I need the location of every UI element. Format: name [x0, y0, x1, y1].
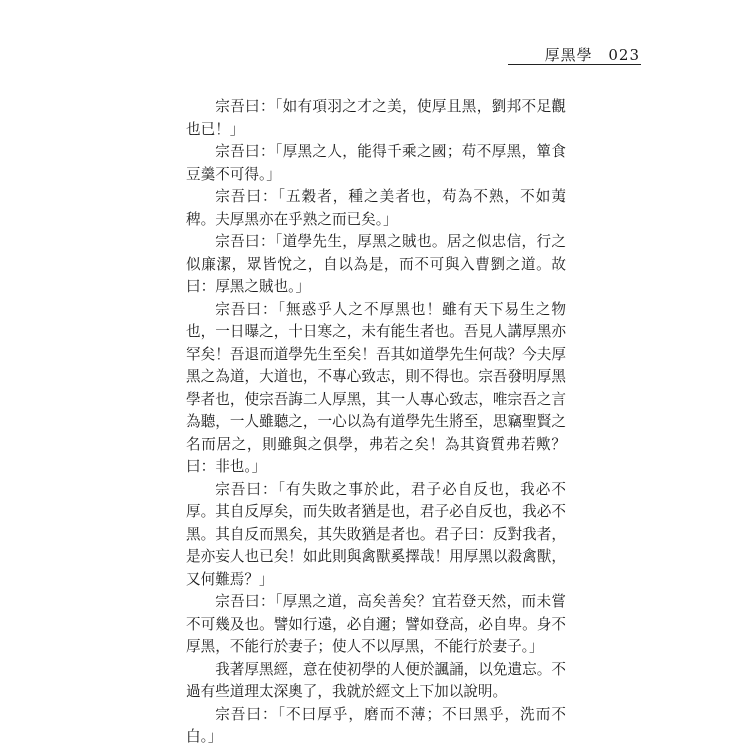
paragraph: 宗吾曰：「不曰厚乎，磨而不薄；不曰黑乎，洗而不白。」	[186, 705, 566, 745]
paragraph: 宗吾曰：「如有項羽之才之美，使厚且黑，劉邦不足觀也已！」	[186, 98, 566, 138]
paragraph: 宗吾曰：「厚黑之人，能得千乘之國；苟不厚黑，簞食豆羹不可得。」	[186, 143, 566, 183]
paragraph: 宗吾曰：「道學先生，厚黑之賊也。居之似忠信，行之似廉潔，眾皆悅之，自以為是，而不可與入曹劉之道。故曰：厚黑之賊也。」	[186, 233, 566, 295]
paragraph: 宗吾曰：「五穀者，種之美者也，苟為不熟，不如荑稗。夫厚黑亦在乎熟之而已矣。」	[186, 188, 566, 228]
paragraph: 宗吾曰：「無惑乎人之不厚黑也！雖有天下易生之物也，一日曝之，十日寒之，未有能生者也。吾見人講厚黑亦罕矣！吾退而道學先生至矣！吾其如道學先生何哉？今夫厚黑之為道，大道也，不專心致志，則不得也。宗吾發明厚黑學者也，使宗吾誨二人厚黑，其一人專心致志，唯宗吾之言為聽，一人雖聽之，一心以為有道學先生將至，思竊聖賢之名而居之，則雖與之俱學，弗若之矣！為其資質弗若歟？曰：非也。」	[186, 300, 566, 475]
running-header	[545, 44, 640, 65]
page-number: 023	[608, 46, 640, 64]
paragraph: 宗吾曰：「有失敗之事於此，君子必自反也，我必不厚。其自反厚矣，而失敗者猶是也，君子必自反也，我必不黑。其自反而黑矣，其失敗猶是者也。君子曰：反對我者，是亦妄人也已矣！如此則與禽獸奚擇哉！用厚黑以殺禽獸，又何難焉？」	[186, 480, 566, 588]
paragraph: 我著厚黑經，意在使初學的人便於諷誦，以免遺忘。不過有些道理太深奧了，我就於經文上下加以說明。	[186, 660, 566, 700]
paragraph: 宗吾曰：「厚黑之道，高矣善矣？宜若登天然，而未嘗不可幾及也。譬如行遠，必自邇；譬如登高，必自卑。身不厚黑，不能行於妻子；使人不以厚黑，不能行於妻子。」	[186, 593, 566, 655]
body-text	[186, 96, 566, 749]
header-rule	[508, 64, 641, 65]
header-title: 厚黑學	[544, 46, 593, 64]
